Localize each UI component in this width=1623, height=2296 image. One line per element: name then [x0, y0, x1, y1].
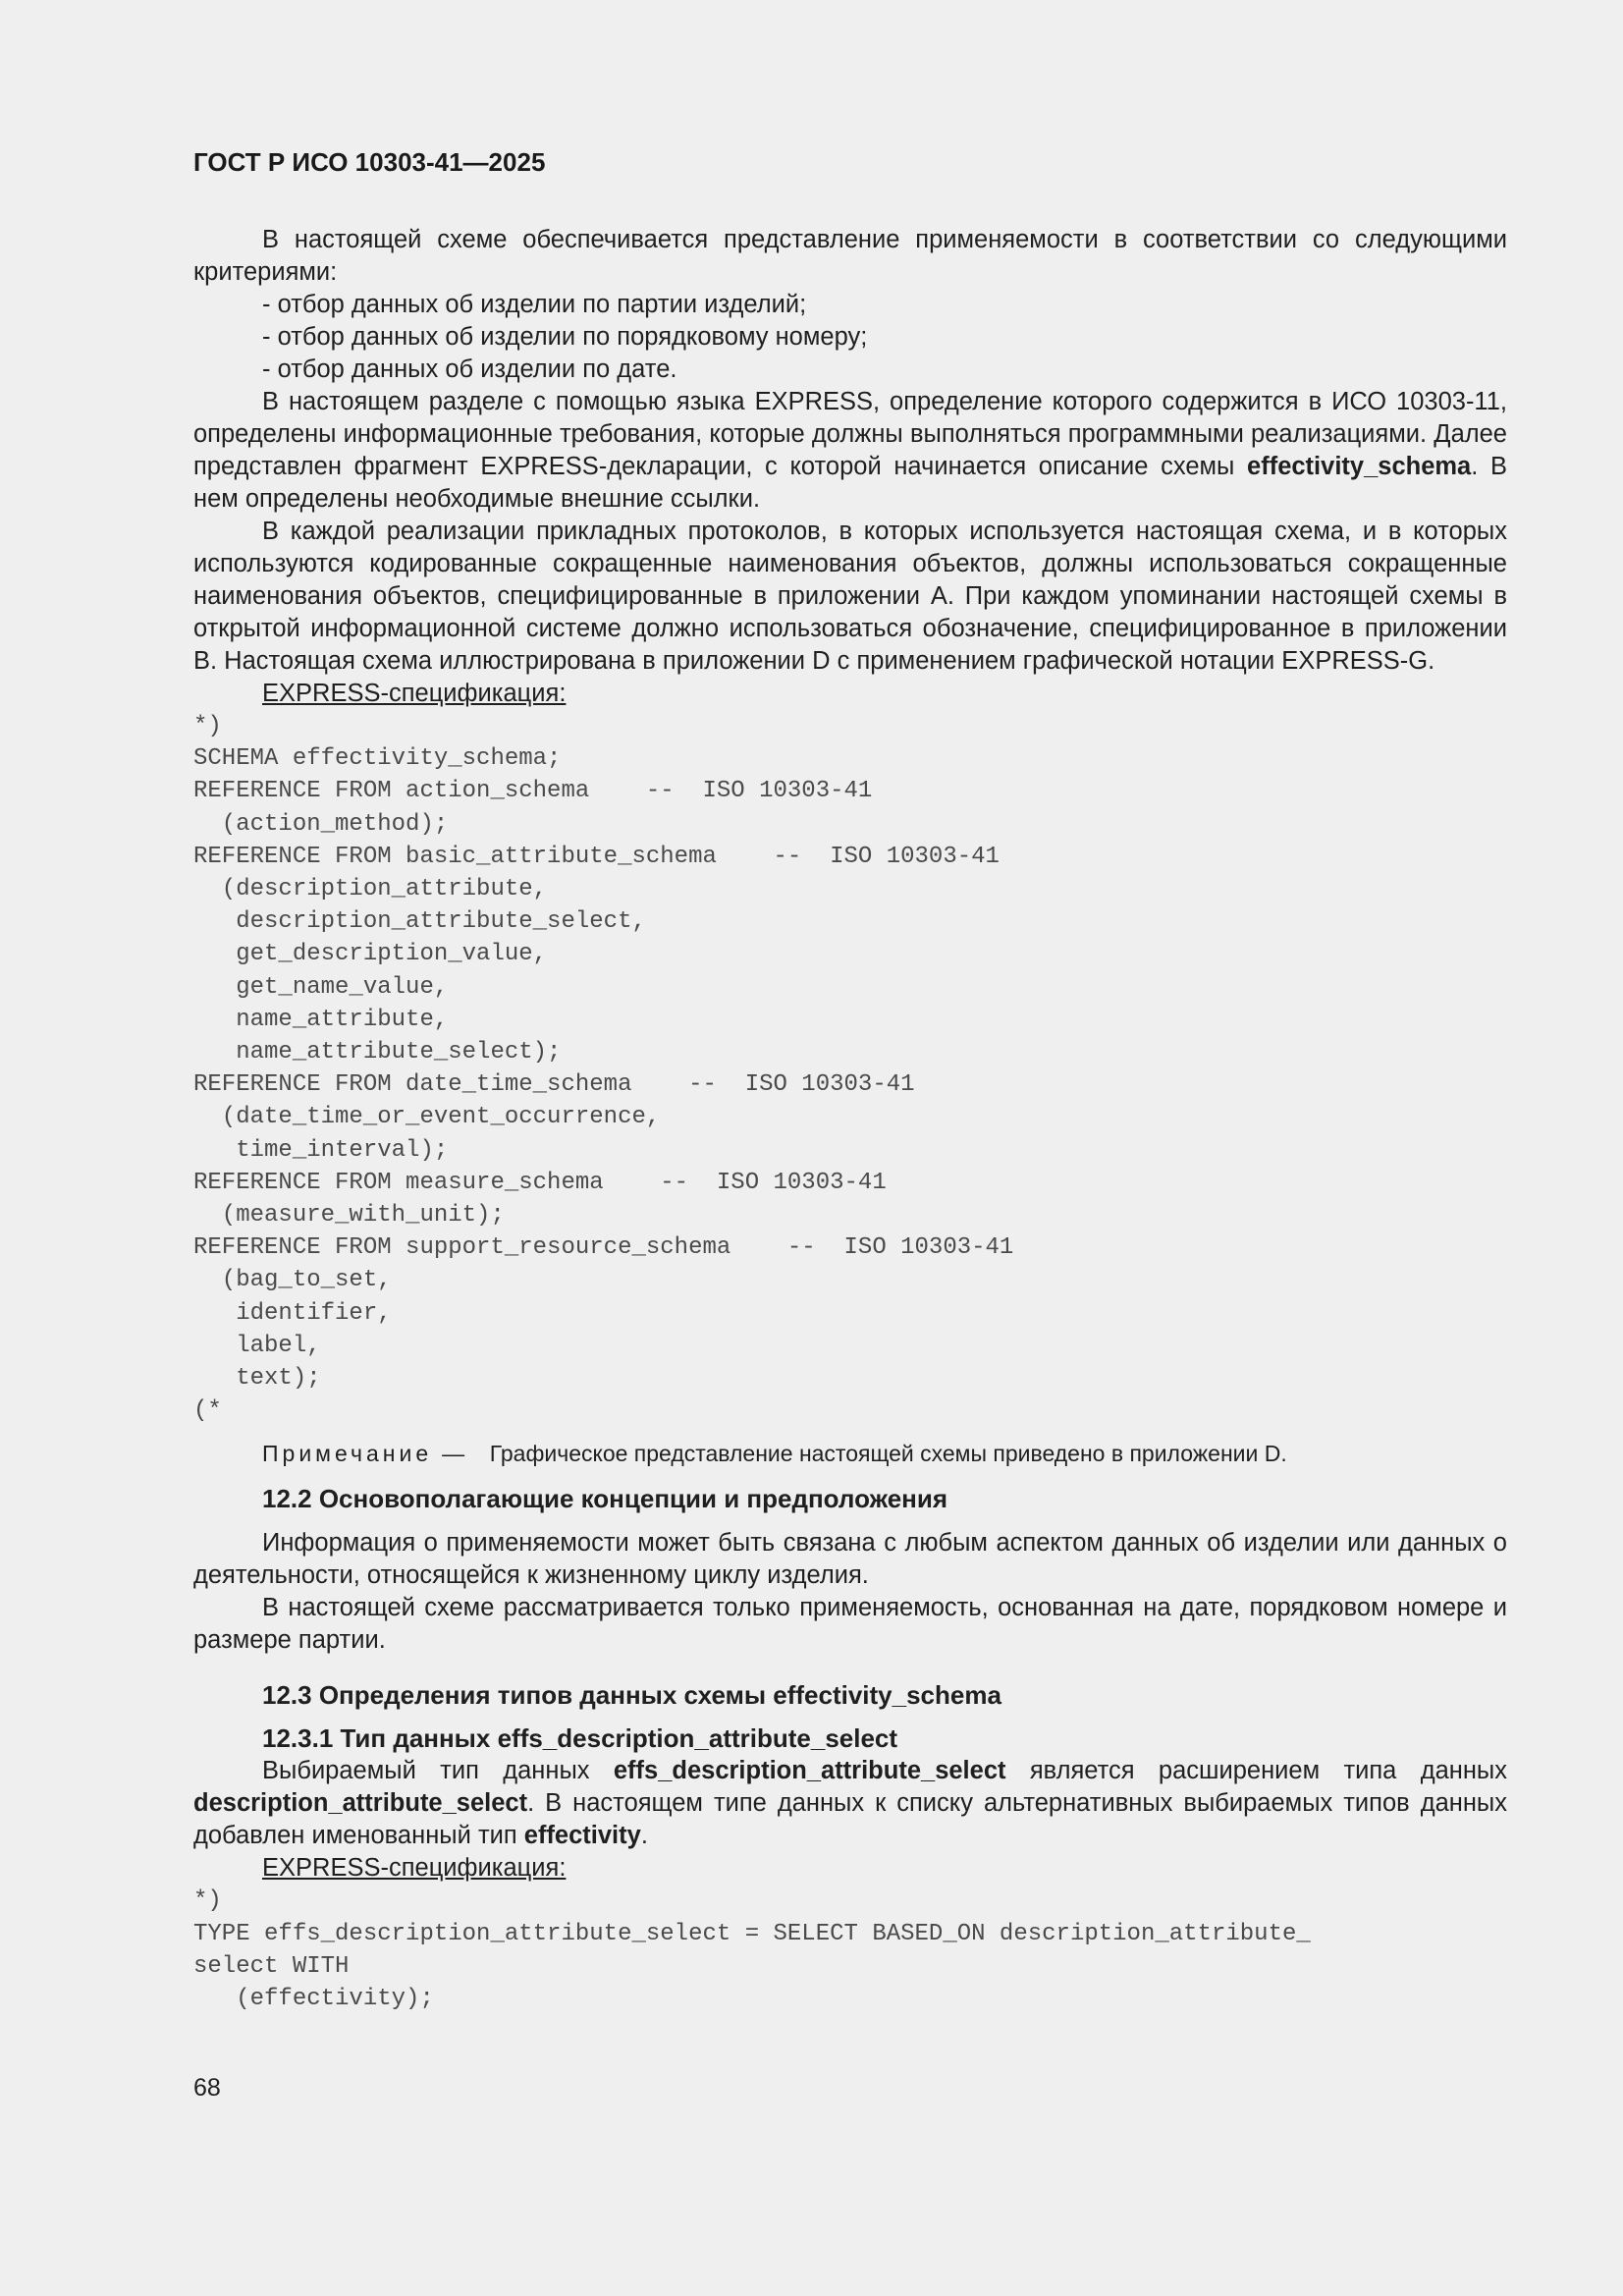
- criteria-item-1: - отбор данных об изделии по партии изделий;: [262, 291, 807, 318]
- text-run: В настоящем разделе с помощью языка EXPRESS, определение которого содержится в ИСО 10303-11, определены информационные требования, которые должны выполняться программными реализациями. Далее представлен фрагмент EXPRESS-декларации, с которой начинается описание схемы: [193, 388, 1507, 480]
- schema-name: effectivity_schema: [1247, 453, 1472, 480]
- type-name: effs_description_attribute_select: [613, 1757, 1006, 1785]
- implementation-paragraph: В каждой реализации прикладных протоколов, в которых используется настоящая схема, и в которых используются кодированные сокращенные наименования объектов, должны использоваться сокращенные наименования объектов, специфицированные в приложении A. При каждом упоминании настоящей схемы в открытой информационной системе должно использоваться обозначение, специфицированное в приложении B. Настоящая схема иллюстрирована в приложении D с применением графической нотации EXPRESS-G.: [193, 518, 1507, 675]
- section-heading-12-3: 12.3 Определения типов данных схемы effectivity_schema: [262, 1680, 1001, 1711]
- page-number: 68: [193, 2074, 221, 2102]
- section-heading-12-2: 12.2 Основополагающие концепции и предположения: [262, 1484, 948, 1514]
- express-code-block: *) SCHEMA effectivity_schema; REFERENCE FROM action_schema -- ISO 10303-41 (action_method); REFERENCE FROM basic_attribute_schema -- ISO 10303-41 (description_attribute, description_attribute_select, get_description_value, get_name_value, name_attribute, name_attribute_select); REFERENCE FROM date_time_schema -- ISO 10303-41 (date_time_or_event_occurrence, time_interval); REFERENCE FROM measure_schema -- ISO 10303-41 (measure_with_unit); REFERENCE FROM support_resource_schema -- ISO 10303-41 (bag_to_set, identifier, label, text); (*: [193, 713, 1014, 1425]
- section-12-2-paragraph-2: В настоящей схеме рассматривается только применяемость, основанная на дате, порядковом номере и размере партии.: [193, 1594, 1507, 1655]
- note: [193, 1439, 1507, 1468]
- express-code-block-2: *) TYPE effs_description_attribute_select = SELECT BASED_ON description_attribute_ select WITH (effectivity);: [193, 1887, 1311, 2013]
- text-run: является расширением типа данных: [1005, 1757, 1507, 1785]
- text-run: . В нем определены необходимые внешние ссылки.: [193, 453, 1507, 513]
- note-text: Графическое представление настоящей схемы приведено в приложении D.: [489, 1441, 1287, 1467]
- page-content: [193, 224, 1507, 2015]
- text-run: . В настоящем типе данных к списку альтернативных выбираемых типов данных добавлен именованный тип: [193, 1789, 1507, 1850]
- section-12-3-1-paragraph: [193, 1755, 1507, 1852]
- page-header: ГОСТ Р ИСО 10303-41—2025: [193, 147, 546, 177]
- intro-paragraph: В настоящей схеме обеспечивается представление применяемости в соответствии со следующими критериями:: [193, 226, 1507, 286]
- criteria-item-3: - отбор данных об изделии по дате.: [262, 355, 677, 383]
- note-label: Примечание: [262, 1441, 433, 1467]
- note-dash: —: [442, 1441, 465, 1467]
- section-12-2-paragraph-1: Информация о применяемости может быть связана с любым аспектом данных об изделии или данных о деятельности, относящейся к жизненному циклу изделия.: [193, 1529, 1507, 1590]
- type-name: description_attribute_select: [193, 1789, 528, 1818]
- criteria-item-2: - отбор данных об изделии по порядковому номеру;: [262, 323, 868, 351]
- subsection-heading-12-3-1: 12.3.1 Тип данных effs_description_attribute_select: [262, 1723, 898, 1754]
- text-run: Выбираемый тип данных: [262, 1757, 614, 1785]
- text-run: .: [640, 1822, 648, 1850]
- express-spec-label: EXPRESS-спецификация:: [262, 680, 567, 707]
- type-name: effectivity: [523, 1822, 641, 1850]
- express-spec-label-2: EXPRESS-спецификация:: [262, 1854, 567, 1883]
- express-intro-paragraph: [193, 386, 1507, 516]
